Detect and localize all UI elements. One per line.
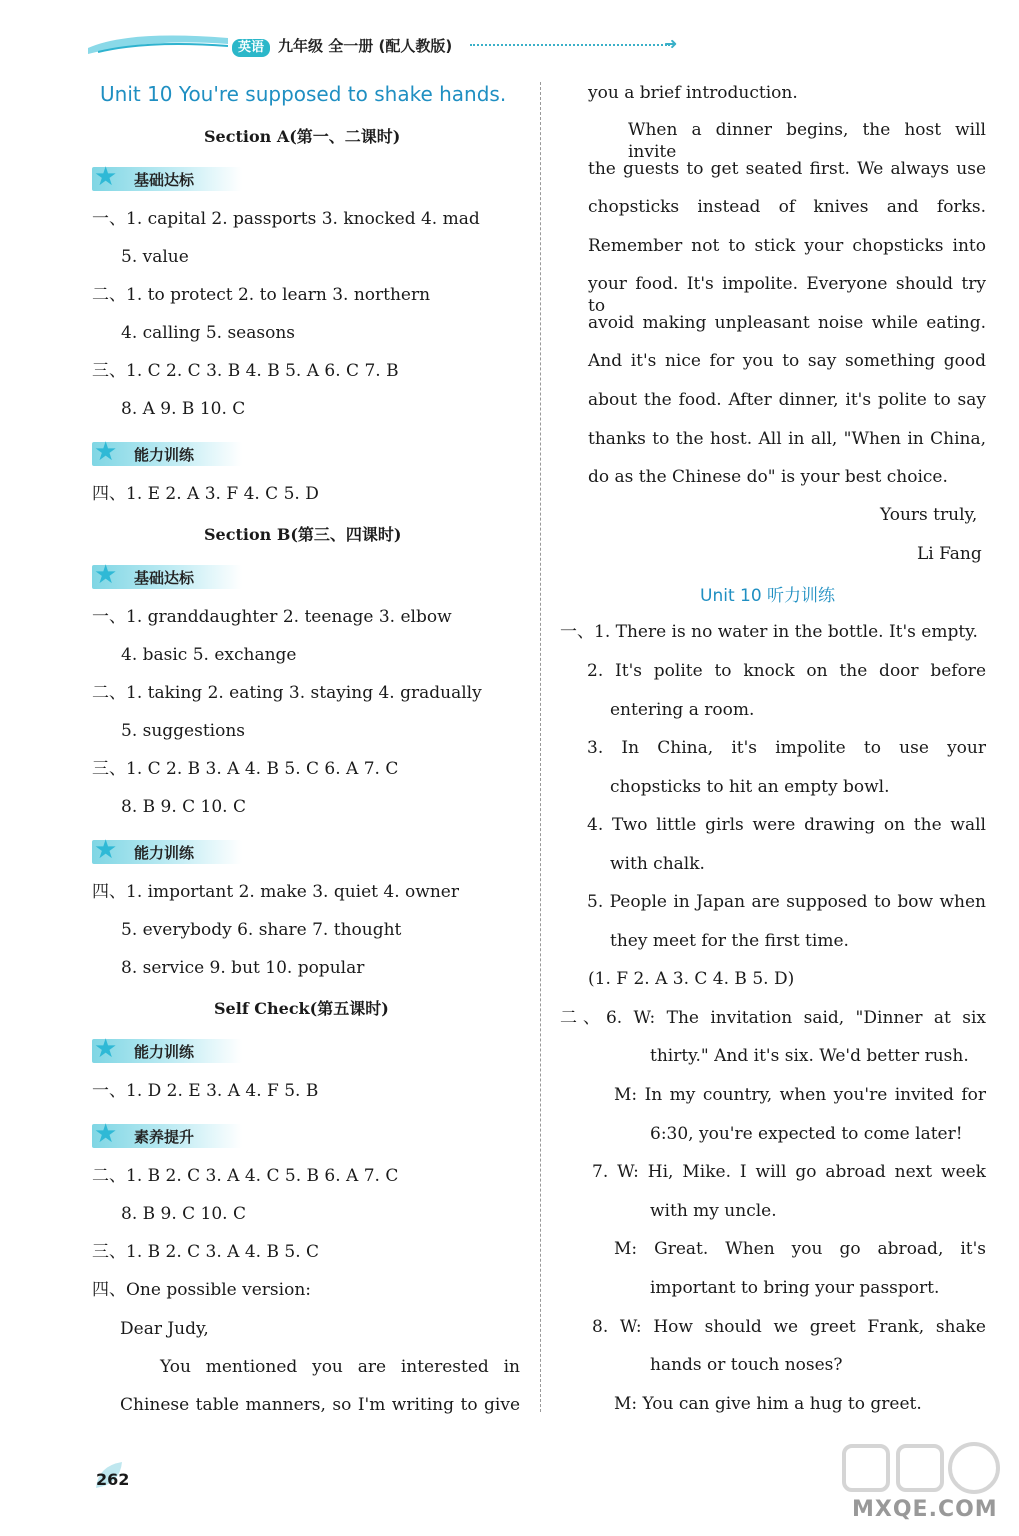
listening-line: they meet for the first time. bbox=[610, 931, 849, 951]
answer-line: 二、1. B 2. C 3. A 4. C 5. B 6. A 7. C bbox=[92, 1166, 399, 1186]
answer-line: 四、One possible version: bbox=[92, 1280, 311, 1300]
listening-line: entering a room. bbox=[610, 700, 755, 720]
answer-line: 8. B 9. C 10. C bbox=[121, 797, 247, 817]
letter-line: You mentioned you are interested in bbox=[160, 1357, 520, 1377]
answer-line: 8. B 9. C 10. C bbox=[121, 1204, 247, 1224]
listening-title: Unit 10 听力训练 bbox=[700, 586, 836, 606]
letter-line: about the food. After dinner, it's polite to say bbox=[588, 390, 986, 410]
band-jichu-dabiao: ★ 基础达标 bbox=[92, 565, 242, 589]
listening-line: 7. W: Hi, Mike. I will go abroad next week bbox=[592, 1162, 986, 1182]
watermark-text: MXQE.COM bbox=[852, 1497, 998, 1522]
letter-line: And it's nice for you to say something good bbox=[588, 351, 986, 371]
letter-line: you a brief introduction. bbox=[588, 83, 798, 103]
answer-line: 5. everybody 6. share 7. thought bbox=[121, 920, 402, 940]
listening-line: 一、1. There is no water in the bottle. It's empty. bbox=[560, 622, 978, 642]
band-nengli-xunlian: ★ 能力训练 bbox=[92, 442, 242, 466]
answer-line: 5. value bbox=[121, 247, 189, 267]
star-icon: ★ bbox=[94, 835, 118, 865]
listening-line: 5. People in Japan are supposed to bow when bbox=[587, 892, 986, 912]
star-icon: ★ bbox=[94, 1034, 118, 1064]
letter-line: do as the Chinese do" is your best choice. bbox=[588, 467, 948, 487]
listening-line: thirty." And it's six. We'd better rush. bbox=[650, 1046, 969, 1066]
header-title bbox=[232, 35, 452, 57]
letter-line: When a dinner begins, the host will invite bbox=[628, 120, 986, 162]
page-header bbox=[0, 0, 1019, 70]
section-a-heading: Section A(第一、二课时) bbox=[204, 127, 401, 146]
answer-line: 一、1. granddaughter 2. teenage 3. elbow bbox=[92, 607, 452, 627]
band-nengli-xunlian: ★ 能力训练 bbox=[92, 1039, 242, 1063]
subject-badge: 英语 bbox=[232, 39, 270, 57]
section-b-heading: Section B(第三、四课时) bbox=[204, 525, 402, 544]
star-icon: ★ bbox=[94, 437, 118, 467]
listening-line: 2. It's polite to knock on the door before bbox=[587, 661, 986, 681]
answer-line: 三、1. C 2. B 3. A 4. B 5. C 6. A 7. C bbox=[92, 759, 399, 779]
answer-line: 二、1. to protect 2. to learn 3. northern bbox=[92, 285, 431, 305]
answer-line: 二、1. taking 2. eating 3. staying 4. gradually bbox=[92, 683, 482, 703]
answer-line: 四、1. E 2. A 3. F 4. C 5. D bbox=[92, 484, 319, 504]
answer-line: 5. suggestions bbox=[121, 721, 246, 741]
listening-line: with my uncle. bbox=[650, 1201, 777, 1221]
letter-line: avoid making unpleasant noise while eating. bbox=[588, 313, 986, 333]
listening-line: 二、6. W: The invitation said, "Dinner at six bbox=[560, 1008, 986, 1028]
band-nengli-xunlian: ★ 能力训练 bbox=[92, 840, 242, 864]
listening-line: 3. In China, it's impolite to use your bbox=[587, 738, 986, 758]
star-icon: ★ bbox=[94, 560, 118, 590]
letter-line: your food. It's impolite. Everyone should try to bbox=[588, 274, 986, 316]
listening-line: M: You can give him a hug to greet. bbox=[614, 1394, 922, 1414]
answer-line: 4. calling 5. seasons bbox=[121, 323, 296, 343]
answer-line: 四、1. important 2. make 3. quiet 4. owner bbox=[92, 882, 459, 902]
listening-line: M: Great. When you go abroad, it's bbox=[614, 1239, 986, 1259]
letter-line: chopsticks instead of knives and forks. bbox=[588, 197, 986, 217]
grade-edition: 九年级 全一册 (配人教版) bbox=[278, 37, 453, 55]
listening-line: 4. Two little girls were drawing on the wall bbox=[587, 815, 986, 835]
page-number: 262 bbox=[96, 1470, 130, 1489]
arrow-right-icon: ➜ bbox=[664, 34, 678, 53]
star-icon: ★ bbox=[94, 1119, 118, 1149]
letter-signature: Li Fang bbox=[917, 544, 982, 564]
self-check-heading: Self Check(第五课时) bbox=[214, 999, 389, 1018]
listening-line: 8. W: How should we greet Frank, shake bbox=[592, 1317, 986, 1337]
listening-line: chopsticks to hit an empty bowl. bbox=[610, 777, 890, 797]
letter-line: thanks to the host. All in all, "When in China, bbox=[588, 429, 986, 449]
listening-line: important to bring your passport. bbox=[650, 1278, 940, 1298]
listening-line: M: In my country, when you're invited for bbox=[614, 1085, 986, 1105]
header-swoosh-decoration bbox=[88, 28, 228, 56]
answer-line: 三、1. C 2. C 3. B 4. B 5. A 6. C 7. B bbox=[92, 361, 399, 381]
listening-line: hands or touch noses? bbox=[650, 1355, 843, 1375]
letter-line: Remember not to stick your chopsticks into bbox=[588, 236, 986, 256]
band-jichu-dabiao: ★ 基础达标 bbox=[92, 167, 242, 191]
header-dotted-line bbox=[470, 44, 670, 46]
answer-line: 一、1. capital 2. passports 3. knocked 4. mad bbox=[92, 209, 480, 229]
letter-salutation: Dear Judy, bbox=[120, 1319, 209, 1339]
letter-line: Chinese table manners, so I'm writing to give bbox=[120, 1395, 520, 1415]
unit-title: Unit 10 You're supposed to shake hands. bbox=[100, 82, 507, 106]
answer-line: 8. A 9. B 10. C bbox=[121, 399, 246, 419]
column-divider bbox=[540, 82, 541, 1412]
star-icon: ★ bbox=[94, 162, 118, 192]
letter-line: the guests to get seated first. We always use bbox=[588, 159, 986, 179]
listening-line: with chalk. bbox=[610, 854, 705, 874]
listening-line: 6:30, you're expected to come later! bbox=[650, 1124, 963, 1144]
answer-line: 一、1. D 2. E 3. A 4. F 5. B bbox=[92, 1081, 319, 1101]
answer-line: 4. basic 5. exchange bbox=[121, 645, 297, 665]
letter-closing: Yours truly, bbox=[880, 505, 978, 525]
answer-line: 8. service 9. but 10. popular bbox=[121, 958, 365, 978]
answer-line: 三、1. B 2. C 3. A 4. B 5. C bbox=[92, 1242, 320, 1262]
band-suyang-tisheng: ★ 素养提升 bbox=[92, 1124, 242, 1148]
listening-answers: (1. F 2. A 3. C 4. B 5. D) bbox=[588, 969, 795, 989]
